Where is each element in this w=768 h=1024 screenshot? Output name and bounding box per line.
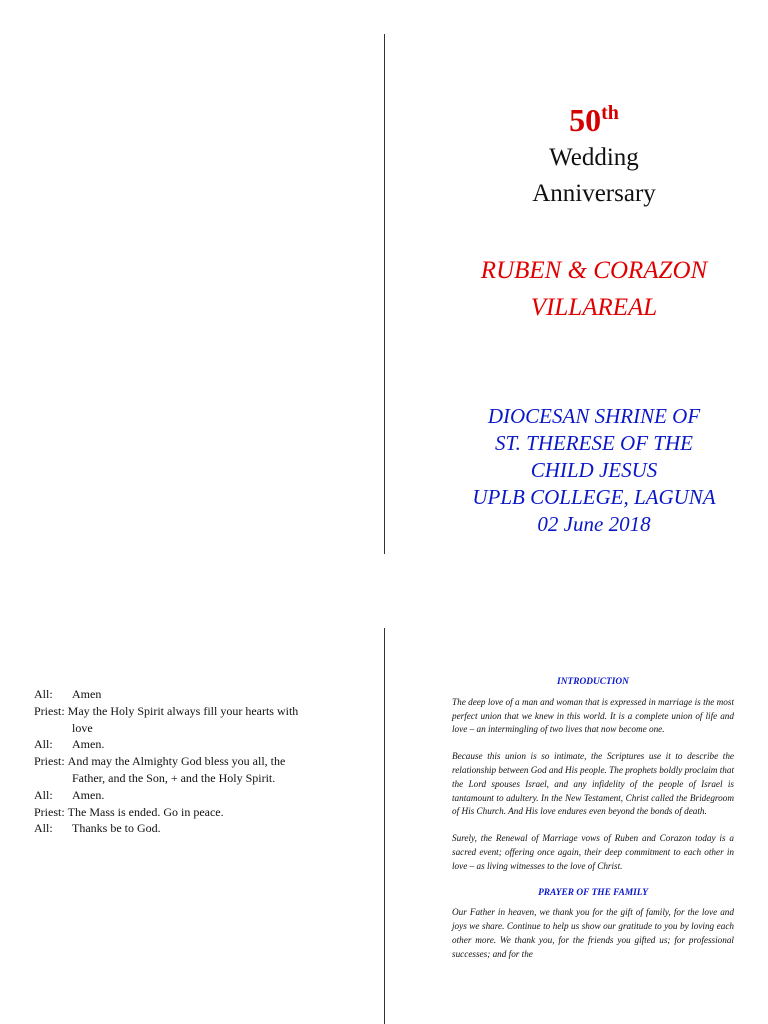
ordinal-suffix: th (601, 102, 619, 124)
venue-line: CHILD JESUS (530, 458, 658, 482)
cover-panel (420, 100, 768, 538)
liturgy-line (34, 753, 334, 770)
response: And may the Almighty God bless you all, the (67, 754, 286, 769)
venue-line: ST. THERESE OF THE (495, 431, 693, 455)
venue-line: DIOCESAN SHRINE OF (487, 404, 701, 428)
speaker: Priest: (34, 703, 65, 718)
speaker: All: (34, 787, 53, 802)
speaker: All: (34, 687, 53, 701)
introduction-heading: INTRODUCTION (557, 677, 629, 687)
venue-line: UPLB COLLEGE, LAGUNA (472, 485, 716, 509)
liturgy-line (34, 686, 334, 703)
page-divider-top (384, 34, 385, 554)
couple-line-1: RUBEN & CORAZON (480, 257, 708, 284)
speaker: All: (34, 737, 53, 752)
liturgy-line (34, 736, 334, 753)
speaker: Priest: (34, 804, 65, 819)
closing-rite (34, 686, 334, 837)
title-wedding: Wedding (549, 144, 639, 171)
liturgy-line (34, 703, 334, 720)
venue-block (420, 403, 768, 538)
introduction-paragraph: Because this union is so intimate, the Scriptures use it to describe the relationship between God and His people. The prophets boldly proclaim that the Lord spouses Israel, and any infidelity of the people of Israel is tantamount to adultery. In the New Testament, Christ called the Bridegroom of His Church. And His love endures even beyond the bonds of death. (452, 751, 734, 817)
liturgy-line (34, 787, 334, 804)
response: Amen. (72, 787, 105, 802)
couple-line-2: VILLAREAL (530, 294, 658, 321)
liturgy-line (34, 820, 334, 837)
prayer-text: Our Father in heaven, we thank you for the gift of family, for the love and joys we share. Continue to help us show our gratitude to you by loving each other more. We thank you, for the friends you gifted us; for professional successes; and for the (452, 907, 734, 959)
response: Amen (72, 687, 102, 701)
speaker: Priest: (34, 754, 65, 769)
speaker: All: (34, 821, 53, 836)
introduction-paragraph: Surely, the Renewal of Marriage vows of Ruben and Corazon today is a sacred event; offering once again, their deep commitment to each other in love – as living witnesses to the love of Christ. (452, 833, 734, 871)
liturgy-line (34, 804, 334, 821)
response: Amen. (72, 737, 105, 752)
anniversary-number: 50th (569, 102, 619, 138)
introduction-panel (452, 676, 734, 962)
liturgy-continuation: love (72, 720, 93, 735)
response: May the Holy Spirit always fill your hearts with (67, 703, 299, 718)
introduction-paragraph: The deep love of a man and woman that is expressed in marriage is the most perfect union that we knew in this world. It is a complete union of life and love – an intermingling of two lives that now become one. (452, 696, 734, 735)
couple-names (420, 252, 768, 326)
liturgy-continuation: Father, and the Son, + and the Holy Spirit. (72, 770, 276, 785)
prayer-heading: PRAYER OF THE FAMILY (538, 887, 648, 898)
response: The Mass is ended. Go in peace. (67, 804, 224, 819)
event-date: 02 June 2018 (537, 512, 651, 536)
title-anniversary: Anniversary (532, 180, 656, 207)
response: Thanks be to God. (72, 821, 161, 836)
page-divider-bottom (384, 628, 385, 1024)
